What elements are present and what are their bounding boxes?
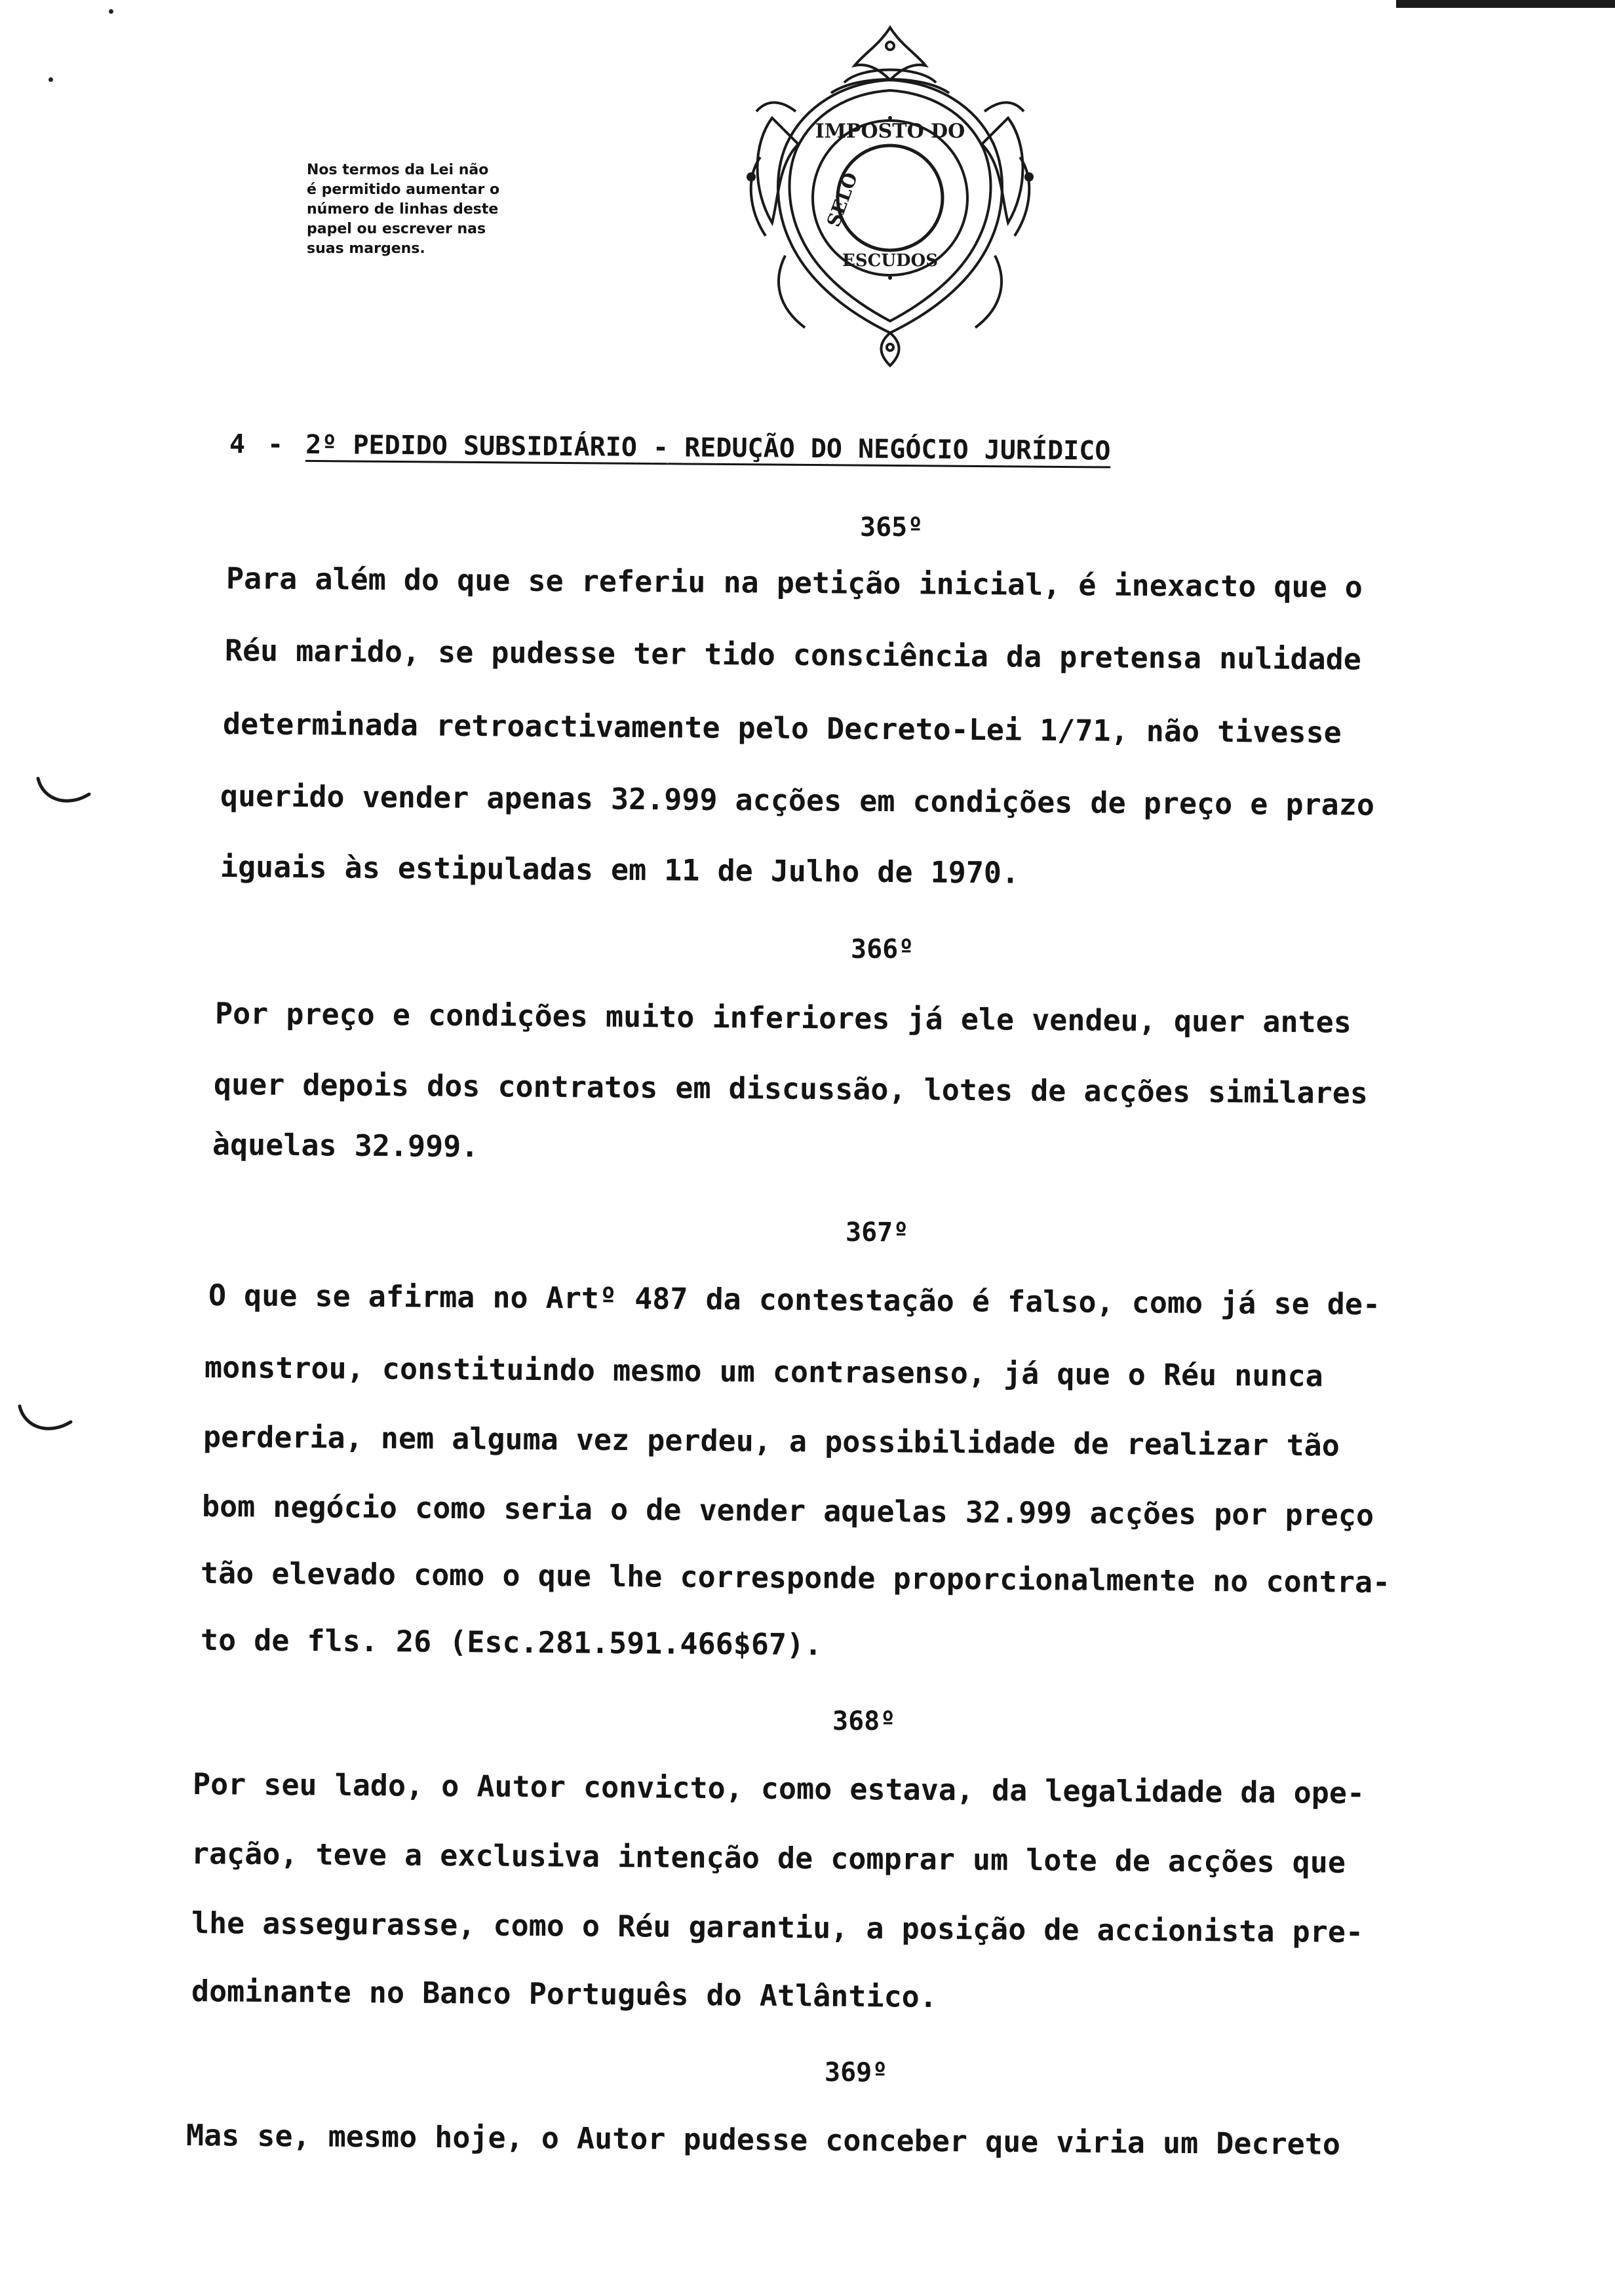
text-line: monstrou, constituindo mesmo um contrasenso, já que o Réu nunca (204, 1350, 1323, 1394)
stamp-paper-notice (307, 161, 556, 259)
section-subtitle: REDUÇÃO DO NEGÓCIO JURÍDICO (684, 432, 1111, 467)
section-separator: - (652, 432, 669, 463)
text-line: O que se afirma no Artº 487 da contestação é falso, como já se de- (208, 1278, 1381, 1322)
text-line: Réu marido, se pudesse ter tido consciência da pretensa nulidade (224, 633, 1362, 677)
text-line: ração, teve a exclusiva intenção de comprar um lote de acções que (191, 1836, 1346, 1880)
svg-text:IMPOSTO DO: IMPOSTO DO (815, 120, 965, 143)
section-title (305, 430, 1111, 467)
text-line: to de fls. 26 (Esc.281.591.466$67). (200, 1622, 823, 1662)
text-line: iguais às estipuladas em 11 de Julho de 1970. (220, 849, 1020, 890)
scan-speck (49, 77, 53, 82)
tax-stamp-seal-icon (733, 20, 1047, 373)
notice-line: é permitido aumentar o (307, 182, 500, 198)
text-line: perderia, nem alguma vez perdeu, a possibilidade de realizar tão (203, 1419, 1340, 1463)
scan-speck (109, 9, 113, 14)
text-line: tão elevado como o que lhe corresponde proporcionalmente no contra- (200, 1556, 1391, 1600)
section-heading (229, 429, 1111, 467)
svg-text:ESCUDOS: ESCUDOS (842, 251, 938, 271)
top-edge-rule (1396, 0, 1615, 8)
text-line: determinada retroactivamente pelo Decreto-Lei 1/71, não tivesse (222, 706, 1342, 750)
text-line: dominante no Banco Português do Atlântico. (191, 1974, 938, 2014)
section-dash: - (267, 429, 284, 460)
text-line: Mas se, mesmo hoje, o Autor pudesse conceber que viria um Decreto (185, 2118, 1341, 2162)
section-title-text: 2º PEDIDO SUBSIDIÁRIO (305, 429, 638, 463)
text-line: bom negócio como seria o de vender aquelas 32.999 acções por preço (201, 1489, 1374, 1533)
text-line: Por preço e condições muito inferiores já ele vendeu, quer antes (214, 996, 1352, 1040)
article-number: 366º (851, 934, 914, 965)
notice-line: papel ou escrever nas (307, 221, 486, 237)
text-line: Para além do que se referiu na petição inicial, é inexacto que o (225, 561, 1363, 605)
notice-line: Nos termos da Lei não (307, 162, 489, 178)
notice-line: suas margens. (307, 240, 425, 257)
notice-line: número de linhas deste (307, 201, 499, 218)
section-number: 4 (229, 429, 246, 460)
margin-fold-mark (16, 1402, 75, 1439)
text-line: àquelas 32.999. (212, 1127, 479, 1164)
article-number: 369º (825, 2057, 888, 2088)
text-line: quer depois dos contratos em discussão, lotes de acções similares (213, 1067, 1369, 1111)
article-number: 365º (860, 512, 924, 543)
article-number: 368º (832, 1706, 896, 1736)
text-line: Por seu lado, o Autor convicto, como estava, da legalidade da ope- (192, 1767, 1365, 1811)
article-number: 367º (846, 1217, 909, 1248)
text-line: lhe assegurasse, como o Réu garantiu, a posição de accionista pre- (191, 1905, 1364, 1950)
text-line: querido vender apenas 32.999 acções em condições de preço e prazo (220, 778, 1375, 822)
margin-fold-mark (34, 775, 93, 811)
svg-text:SELO: SELO (822, 169, 863, 230)
